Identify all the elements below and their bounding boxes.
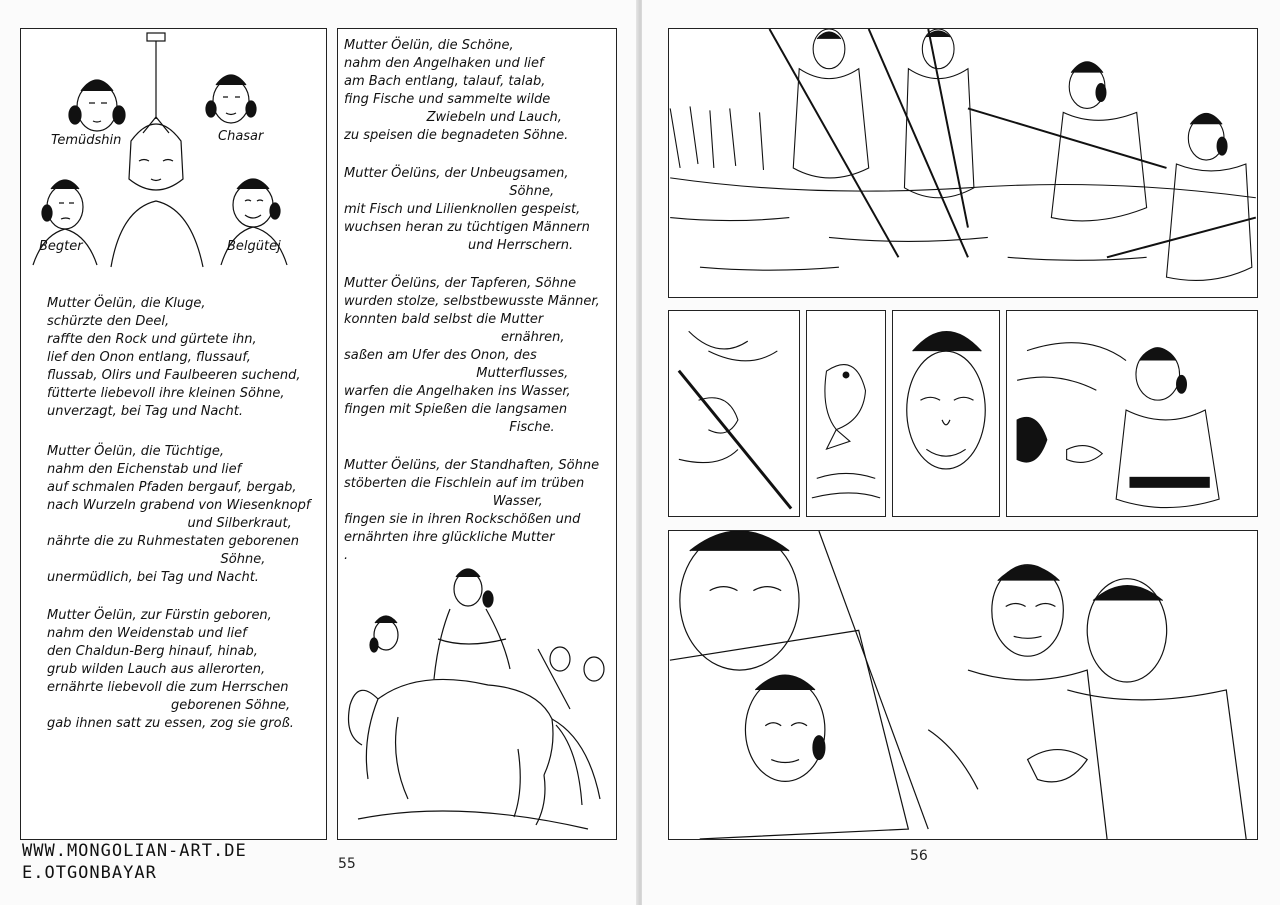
- caption-chasar: Chasar: [218, 129, 264, 144]
- panel-fish: [806, 310, 886, 517]
- website-url: WWW.MONGOLIAN-ART.DE: [22, 841, 247, 861]
- horse-rider-illustration: [338, 549, 616, 839]
- caption-begter: Begter: [39, 239, 83, 254]
- confrontation-art: [669, 531, 1257, 839]
- stanza-6: Mutter Öelüns, der Tapferen, Söhne wurden stolze, selbstbewusste Männer, konnten bald selbst die Mutter ernähren, saßen am Ufer des Onon, des Mutterflusses, warfen die Angelhaken ins Wasser, fingen mit Spießen die langsamen Fische.: [344, 276, 600, 435]
- fishing-river-art: [669, 29, 1257, 297]
- caption-belgutej: Belgütej: [227, 239, 281, 254]
- panel-smiling-face: [892, 310, 1000, 517]
- right-page: [642, 0, 1280, 905]
- page-number-55: 55: [338, 856, 356, 872]
- smiling-face-art: [893, 311, 999, 516]
- panel-fishing-river: [668, 28, 1258, 298]
- fish-art: [807, 311, 885, 516]
- panel-spear-closeup: [668, 310, 800, 517]
- spear-closeup-art: [669, 311, 799, 516]
- text-column-1: [20, 28, 327, 840]
- caption-temudshin: Temüdshin: [51, 133, 122, 148]
- page-number-56: 56: [910, 848, 928, 864]
- portraits-illustration: [21, 29, 326, 269]
- stanza-2: Mutter Öelün, die Tüchtige, nahm den Eichenstab und lief auf schmalen Pfaden bergauf, bergab, nach Wurzeln grabend von Wiesenknopf und Silberkraut, nährte die zu Ruhmestaten geborenen Söhne, unermüdlich, bei Tag und Nacht.: [47, 444, 311, 585]
- left-page: [0, 0, 638, 905]
- stanza-1: Mutter Öelün, die Kluge, schürzte den Deel, raffte den Rock und gürtete ihn, lief den Onon entlang, flussauf, flussab, Olirs und Faulbeeren suchend, fütterte liebevoll ihre kleinen Söhne, unverzagt, bei Tag und Nacht.: [47, 296, 301, 419]
- website-credit: [22, 840, 247, 884]
- man-with-fish-art: [1007, 311, 1257, 516]
- stanza-3: Mutter Öelün, zur Fürstin geboren, nahm den Weidenstab und lief den Chaldun-Berg hinauf, hinab, grub wilden Lauch aus allerorten, ernährte liebevoll die zum Herrschen geborenen Söhne, gab ihnen satt zu essen, zog sie groß.: [47, 608, 294, 731]
- stanza-7: Mutter Öelüns, der Standhaften, Söhne stöberten die Fischlein auf im trüben Wasser, fingen sie in ihren Rockschößen und ernährten ihre glückliche Mutter .: [344, 458, 600, 563]
- text-column-2: [337, 28, 617, 840]
- stanza-5: Mutter Öelüns, der Unbeugsamen, Söhne, mit Fisch und Lilienknollen gespeist, wuchsen heran zu tüchtigen Männern und Herrschern.: [344, 166, 590, 253]
- panel-man-with-fish: [1006, 310, 1258, 517]
- panel-confrontation: [668, 530, 1258, 840]
- artist-name: E.OTGONBAYAR: [22, 863, 157, 883]
- stanza-4: Mutter Öelün, die Schöne, nahm den Angelhaken und lief am Bach entlang, talauf, talab, fing Fische und sammelte wilde Zwiebeln und Lauch, zu speisen die begnadeten Söhne.: [344, 38, 569, 143]
